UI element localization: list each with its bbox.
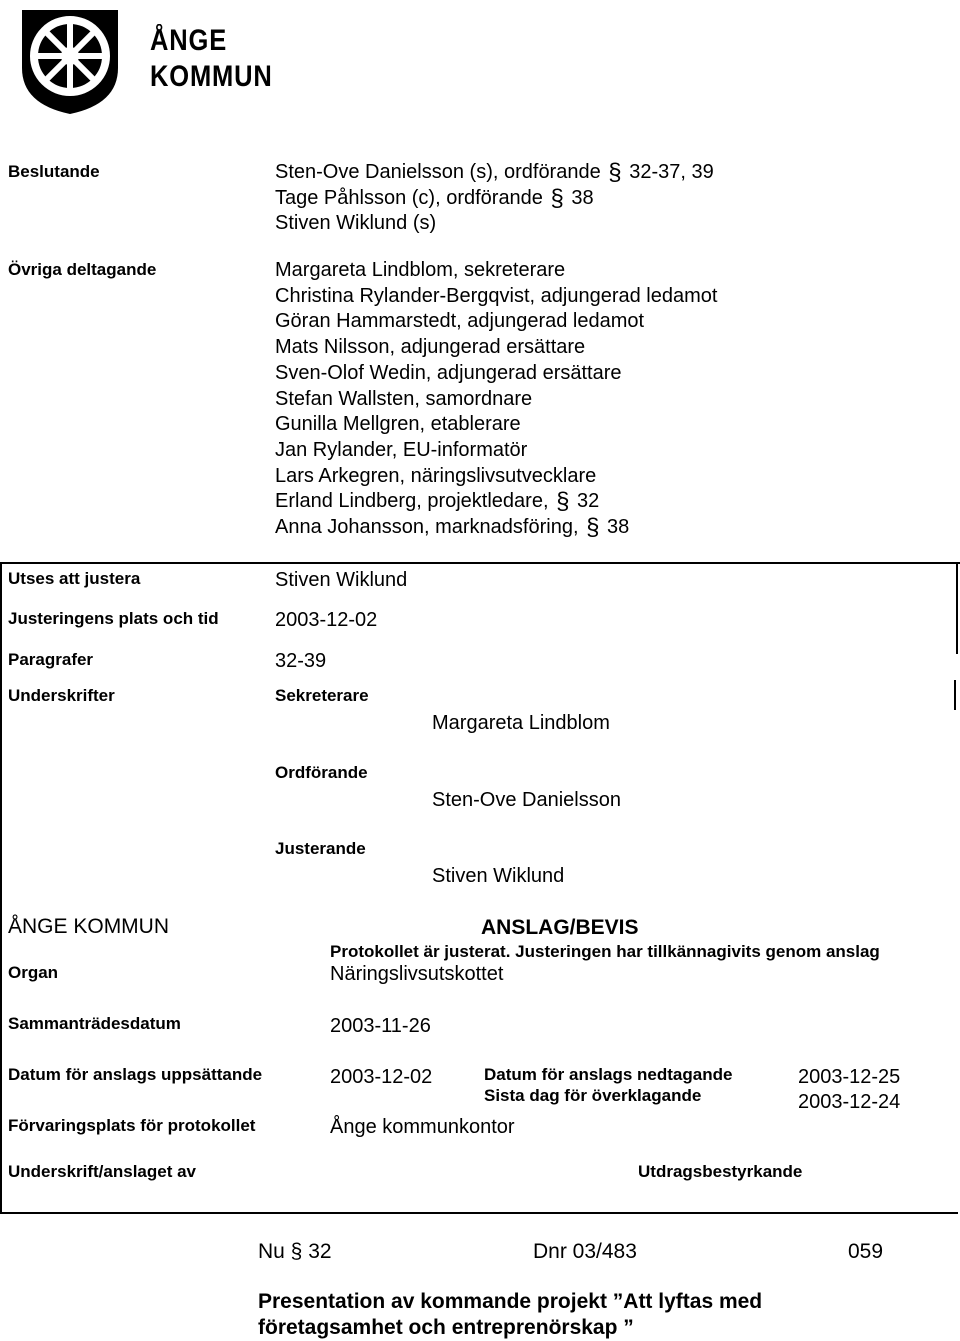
ovriga-line: Stefan Wallsten, samordnare xyxy=(275,387,533,410)
beslutande-list xyxy=(275,160,714,237)
ovriga-line: Sven-Olof Wedin, adjungerad ersättare xyxy=(275,361,622,384)
box-right-border xyxy=(956,562,958,654)
logo-title-line1: ÅNGE xyxy=(150,24,228,57)
ovriga-line: Mats Nilsson, adjungerad ersättare xyxy=(275,336,586,359)
beslutande-line: Tage Påhlsson (c), ordförande § 38 xyxy=(275,184,594,212)
utses-label: Utses att justera xyxy=(8,569,141,588)
anslag-title: ANSLAG/BEVIS xyxy=(481,916,639,939)
organ-value: Näringslivsutskottet xyxy=(330,963,504,985)
ovriga-line: Gunilla Mellgren, etablerare xyxy=(275,413,521,436)
uppsattande-value: 2003-12-02 xyxy=(330,1066,433,1088)
uppsattande-label: Datum för anslags uppsättande xyxy=(8,1065,263,1084)
beslutande-line: Stiven Wiklund (s) xyxy=(275,212,437,235)
anslag-kommun: ÅNGE KOMMUN xyxy=(8,915,170,938)
nedtagande-label: Datum för anslags nedtagande xyxy=(484,1065,733,1084)
ovriga-label: Övriga deltagande xyxy=(8,260,157,279)
ovriga-line: Lars Arkegren, näringslivsutvecklare xyxy=(275,464,597,487)
plats-label: Justeringens plats och tid xyxy=(8,609,219,628)
ovriga-list xyxy=(275,258,717,541)
diarienummer: Dnr 03/483 xyxy=(533,1240,637,1263)
justerande-label: Justerande xyxy=(275,839,366,858)
underskrift-anslag-label: Underskrift/anslaget av xyxy=(8,1162,197,1181)
box-left-border xyxy=(0,562,2,1214)
nedtagande-value: 2003-12-25 xyxy=(798,1066,901,1088)
ovriga-line: Christina Rylander-Bergqvist, adjungerad ledamot xyxy=(275,284,718,307)
justerande-name: Stiven Wiklund xyxy=(432,865,565,887)
overklagande-value: 2003-12-24 xyxy=(798,1091,901,1113)
page-number: 059 xyxy=(848,1240,884,1263)
organ-label: Organ xyxy=(8,963,59,982)
box-bottom-border xyxy=(0,1212,958,1214)
forvaring-value: Ånge kommunkontor xyxy=(330,1116,515,1138)
item-title-line2: företagsamhet och entreprenörskap ” xyxy=(258,1316,634,1339)
paragrafer-label: Paragrafer xyxy=(8,650,94,669)
item-title-line1: Presentation av kommande projekt ”Att lyftas med xyxy=(258,1290,763,1313)
forvaring-label: Förvaringsplats för protokollet xyxy=(8,1116,256,1135)
beslutande-line: Sten-Ove Danielsson (s), ordförande § 32-37, 39 xyxy=(275,159,714,186)
overklagande-label: Sista dag för överklagande xyxy=(484,1086,702,1105)
paragraph-number: Nu § 32 xyxy=(258,1240,332,1263)
utdragsbestyrkande-label: Utdragsbestyrkande xyxy=(638,1162,803,1181)
ordforande-label: Ordförande xyxy=(275,763,368,782)
anslag-notice: Protokollet är justerat. Justeringen har tillkännagivits genom anslag xyxy=(330,942,880,961)
ovriga-line: Anna Johansson, marknadsföring, § 38 xyxy=(275,514,630,542)
beslutande-label: Beslutande xyxy=(8,162,100,181)
ordforande-name: Sten-Ove Danielsson xyxy=(432,789,621,811)
sammantradesdatum-label: Sammanträdesdatum xyxy=(8,1014,181,1033)
sekreterare-name: Margareta Lindblom xyxy=(432,712,610,734)
underskrifter-label: Underskrifter xyxy=(8,686,115,705)
ovriga-line: Margareta Lindblom, sekreterare xyxy=(275,259,566,281)
sammantradesdatum-value: 2003-11-26 xyxy=(330,1015,431,1037)
box-top-border xyxy=(0,562,960,564)
wheel-emblem-icon xyxy=(14,4,126,116)
sekreterare-label: Sekreterare xyxy=(275,686,369,705)
plats-value: 2003-12-02 xyxy=(275,609,378,631)
ovriga-line: Jan Rylander, EU-informatör xyxy=(275,438,528,461)
logo-title-line2: KOMMUN xyxy=(150,60,273,93)
box-right-border-segment xyxy=(954,680,956,710)
utses-value: Stiven Wiklund xyxy=(275,569,408,591)
paragrafer-value: 32-39 xyxy=(275,650,327,672)
ovriga-line: Göran Hammarstedt, adjungerad ledamot xyxy=(275,310,645,333)
item-title xyxy=(258,1289,762,1341)
ovriga-line: Erland Lindberg, projektledare, § 32 xyxy=(275,488,600,516)
